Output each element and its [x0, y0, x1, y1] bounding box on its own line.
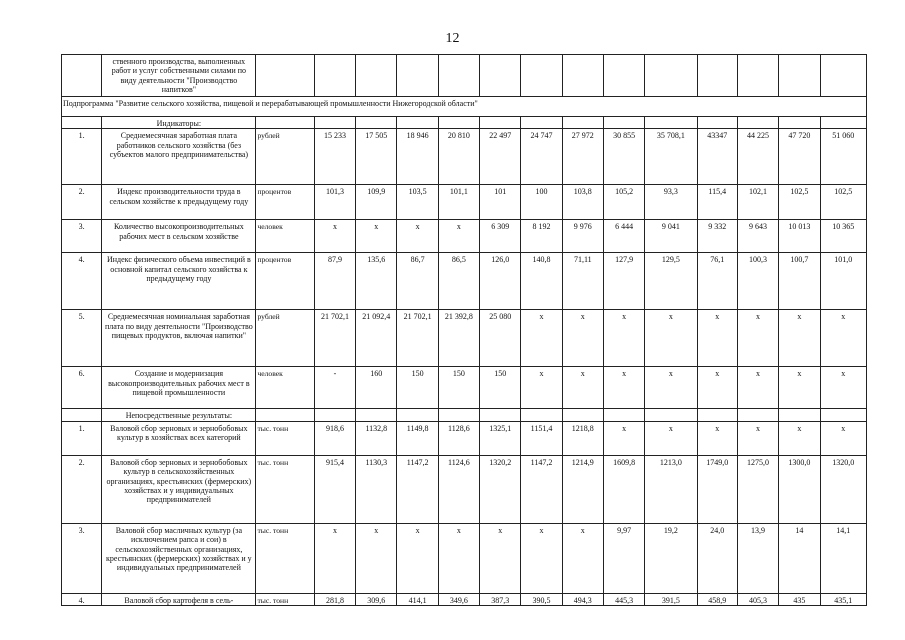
- value-cell: 494,3: [562, 593, 603, 605]
- empty-cell: [737, 409, 778, 421]
- row-name: Среднемесячная заработная плата работников сельского хозяйства (без субъектов малого предпринимательства): [102, 129, 256, 185]
- value-cell: 150: [480, 367, 521, 409]
- value-cell: 76,1: [697, 253, 737, 310]
- value-cell: 349,6: [438, 593, 479, 605]
- value-cell: 1147,2: [397, 455, 438, 523]
- value-cell: х: [820, 421, 867, 455]
- value-cell: х: [603, 421, 644, 455]
- value-cell: 160: [356, 367, 397, 409]
- row-number: 3.: [62, 220, 102, 253]
- value-cell: 1130,3: [356, 455, 397, 523]
- value-cell: 14,1: [820, 523, 867, 593]
- value-cell: х: [521, 523, 562, 593]
- value-cell: 87,9: [314, 253, 355, 310]
- value-cell: х: [397, 523, 438, 593]
- value-cell: х: [397, 220, 438, 253]
- value-cell: 15 233: [314, 129, 355, 185]
- row-number: [62, 55, 102, 97]
- value-cell: 140,8: [521, 253, 562, 310]
- value-cell: 27 972: [562, 129, 603, 185]
- value-cell: 1151,4: [521, 421, 562, 455]
- value-cell: 100: [521, 185, 562, 220]
- value-cell: 44 225: [737, 129, 778, 185]
- value-cell: 9 332: [697, 220, 737, 253]
- value-cell: х: [521, 367, 562, 409]
- value-cell: 22 497: [480, 129, 521, 185]
- value-cell: 24 747: [521, 129, 562, 185]
- indicators-heading: Индикаторы:: [102, 117, 256, 129]
- value-cell: 1749,0: [697, 455, 737, 523]
- table-row: [62, 593, 867, 605]
- value-cell: 387,3: [480, 593, 521, 605]
- value-cell: 102,5: [820, 185, 867, 220]
- value-cell: 19,2: [645, 523, 697, 593]
- value-cell: 1218,8: [562, 421, 603, 455]
- row-unit: тыс. тонн: [256, 455, 314, 523]
- value-cell: 6 309: [480, 220, 521, 253]
- value-cell: 435,1: [820, 593, 867, 605]
- value-cell: 918,6: [314, 421, 355, 455]
- value-cell: 51 060: [820, 129, 867, 185]
- value-cell: 1609,8: [603, 455, 644, 523]
- row-unit: человек: [256, 367, 314, 409]
- row-number: 3.: [62, 523, 102, 593]
- value-cell: х: [737, 367, 778, 409]
- value-cell: х: [645, 310, 697, 367]
- value-cell: 71,11: [562, 253, 603, 310]
- value-cell: х: [562, 310, 603, 367]
- value-cell: 100,7: [779, 253, 820, 310]
- value-cell: х: [779, 421, 820, 455]
- empty-cell: [697, 409, 737, 421]
- value-cell: 35 708,1: [645, 129, 697, 185]
- value-cell: 414,1: [397, 593, 438, 605]
- value-cell: 458,9: [697, 593, 737, 605]
- row-name: Валовой сбор масличных культур (за исключением рапса и сои) в сельскохозяйственных организациях, крестьянских (фермерских) хозяйствах и у индивидуальных предпринимателей: [102, 523, 256, 593]
- value-cell: 101,0: [820, 253, 867, 310]
- value-cell: 109,9: [356, 185, 397, 220]
- value-cell: 1320,2: [480, 455, 521, 523]
- value-cell: 9 041: [645, 220, 697, 253]
- value-cell: 20 810: [438, 129, 479, 185]
- value-cell: х: [562, 367, 603, 409]
- empty-cell: [521, 409, 562, 421]
- row-unit: процентов: [256, 185, 314, 220]
- value-cell: 30 855: [603, 129, 644, 185]
- value-cell: х: [697, 421, 737, 455]
- subprogram-title: Подпрограмма "Развитие сельского хозяйства, пищевой и перерабатывающей промышленности Нижегородской области": [62, 97, 867, 117]
- value-cell: 47 720: [779, 129, 820, 185]
- empty-cell: [603, 409, 644, 421]
- value-cell: 115,4: [697, 185, 737, 220]
- row-name: Валовой сбор зерновых и зернобобовых культур в сельскохозяйственных организациях, крестьянских (фермерских) хозяйствах и у индивидуальных предпринимателей: [102, 455, 256, 523]
- row-name: Индекс физического объема инвестиций в основной капитал сельского хозяйства к предыдущему году: [102, 253, 256, 310]
- value-cell: 1320,0: [820, 455, 867, 523]
- table-row: [62, 220, 867, 253]
- row-number: 2.: [62, 455, 102, 523]
- value-cell: 9 643: [737, 220, 778, 253]
- value-cell: 1214,9: [562, 455, 603, 523]
- value-cell: 86,7: [397, 253, 438, 310]
- row-name: Валовой сбор картофеля в сель-: [102, 593, 256, 605]
- empty-cell: [314, 409, 355, 421]
- value-cell: х: [480, 523, 521, 593]
- table-row: [62, 310, 867, 367]
- value-cell: 390,5: [521, 593, 562, 605]
- value-cell: 405,3: [737, 593, 778, 605]
- value-cell: 1300,0: [779, 455, 820, 523]
- value-cell: х: [521, 310, 562, 367]
- value-cell: 103,8: [562, 185, 603, 220]
- value-cell: 14: [779, 523, 820, 593]
- value-cell: х: [820, 310, 867, 367]
- empty-cell: [645, 409, 697, 421]
- value-cell: 9 976: [562, 220, 603, 253]
- value-cell: 150: [438, 367, 479, 409]
- value-cell: 21 092,4: [356, 310, 397, 367]
- value-cell: х: [645, 367, 697, 409]
- row-number: 5.: [62, 310, 102, 367]
- value-cell: 309,6: [356, 593, 397, 605]
- empty-cell: [397, 409, 438, 421]
- empty-cell: [356, 409, 397, 421]
- value-cell: 1213,0: [645, 455, 697, 523]
- value-cell: х: [438, 523, 479, 593]
- value-cell: х: [697, 310, 737, 367]
- indicators-table: [61, 54, 867, 606]
- value-cell: х: [356, 220, 397, 253]
- subprogram-row: [62, 97, 867, 117]
- value-cell: 25 080: [480, 310, 521, 367]
- row-unit: тыс. тонн: [256, 593, 314, 605]
- value-cell: 86,5: [438, 253, 479, 310]
- row-number: 1.: [62, 421, 102, 455]
- value-cell: 10 365: [820, 220, 867, 253]
- value-cell: 100,3: [737, 253, 778, 310]
- value-cell: х: [737, 421, 778, 455]
- table-row: [62, 523, 867, 593]
- value-cell: 93,3: [645, 185, 697, 220]
- value-cell: 1124,6: [438, 455, 479, 523]
- value-cell: 9,97: [603, 523, 644, 593]
- empty-cell: [62, 409, 102, 421]
- value-cell: 127,9: [603, 253, 644, 310]
- row-unit: человек: [256, 220, 314, 253]
- value-cell: х: [779, 367, 820, 409]
- row-unit: тыс. тонн: [256, 421, 314, 455]
- value-cell: х: [438, 220, 479, 253]
- value-cell: 21 702,1: [314, 310, 355, 367]
- value-cell: 281,8: [314, 593, 355, 605]
- table-row: [62, 129, 867, 185]
- value-cell: 102,1: [737, 185, 778, 220]
- continuation-row: [62, 55, 867, 97]
- empty-cell: [820, 409, 867, 421]
- row-name: Среднемесячная номинальная заработная плата по виду деятельности "Производство пищевых продуктов, включая напитки": [102, 310, 256, 367]
- value-cell: 1325,1: [480, 421, 521, 455]
- row-number: 1.: [62, 129, 102, 185]
- row-number: 2.: [62, 185, 102, 220]
- value-cell: х: [356, 523, 397, 593]
- row-number: 4.: [62, 593, 102, 605]
- value-cell: 6 444: [603, 220, 644, 253]
- page-number: 12: [445, 31, 460, 46]
- value-cell: 18 946: [397, 129, 438, 185]
- value-cell: 101,3: [314, 185, 355, 220]
- empty-cell: [438, 409, 479, 421]
- value-cell: х: [820, 367, 867, 409]
- value-cell: 8 192: [521, 220, 562, 253]
- value-cell: 10 013: [779, 220, 820, 253]
- row-unit: процентов: [256, 253, 314, 310]
- row-name: Создание и модернизация высокопроизводительных рабочих мест в пищевой промышленности: [102, 367, 256, 409]
- value-cell: 101: [480, 185, 521, 220]
- value-cell: 1128,6: [438, 421, 479, 455]
- value-cell: х: [562, 523, 603, 593]
- value-cell: х: [314, 220, 355, 253]
- row-unit: рублей: [256, 310, 314, 367]
- value-cell: -: [314, 367, 355, 409]
- value-cell: 1147,2: [521, 455, 562, 523]
- row-name: Индекс производительности труда в сельском хозяйстве к предыдущему году: [102, 185, 256, 220]
- value-cell: 915,4: [314, 455, 355, 523]
- row-unit: [256, 55, 314, 97]
- value-cell: 1275,0: [737, 455, 778, 523]
- table-row: [62, 455, 867, 523]
- value-cell: 101,1: [438, 185, 479, 220]
- value-cell: 445,3: [603, 593, 644, 605]
- value-cell: 24,0: [697, 523, 737, 593]
- empty-cell: [562, 409, 603, 421]
- value-cell: 150: [397, 367, 438, 409]
- value-cell: 43347: [697, 129, 737, 185]
- value-cell: 21 392,8: [438, 310, 479, 367]
- value-cell: 1149,8: [397, 421, 438, 455]
- value-cell: х: [697, 367, 737, 409]
- row-name: Количество высокопроизводительных рабочих мест в сельском хозяйстве: [102, 220, 256, 253]
- results-heading-row: [62, 409, 867, 421]
- empty-cell: [779, 409, 820, 421]
- value-cell: 126,0: [480, 253, 521, 310]
- value-cell: 103,5: [397, 185, 438, 220]
- value-cell: 102,5: [779, 185, 820, 220]
- row-unit: рублей: [256, 129, 314, 185]
- value-cell: 135,6: [356, 253, 397, 310]
- row-name: Валовой сбор зерновых и зернобобовых культур в хозяйствах всех категорий: [102, 421, 256, 455]
- row-unit: тыс. тонн: [256, 523, 314, 593]
- value-cell: 105,2: [603, 185, 644, 220]
- indicators-heading-row: [62, 117, 867, 129]
- table-row: [62, 367, 867, 409]
- value-cell: 435: [779, 593, 820, 605]
- value-cell: х: [314, 523, 355, 593]
- value-cell: х: [737, 310, 778, 367]
- value-cell: 21 702,1: [397, 310, 438, 367]
- results-heading: Непосредственные результаты:: [102, 409, 256, 421]
- empty-cell: [256, 409, 314, 421]
- value-cell: 129,5: [645, 253, 697, 310]
- row-number: 4.: [62, 253, 102, 310]
- table-row: [62, 253, 867, 310]
- empty-cell: [480, 409, 521, 421]
- row-number: 6.: [62, 367, 102, 409]
- table-row: [62, 185, 867, 220]
- value-cell: х: [779, 310, 820, 367]
- value-cell: 391,5: [645, 593, 697, 605]
- value-cell: х: [603, 367, 644, 409]
- value-cell: х: [603, 310, 644, 367]
- row-name: ственного производства, выполненных работ и услуг собственными силами по виду деятельности "Производство напитков": [102, 55, 256, 97]
- table-row: [62, 421, 867, 455]
- value-cell: х: [645, 421, 697, 455]
- value-cell: 17 505: [356, 129, 397, 185]
- value-cell: 1132,8: [356, 421, 397, 455]
- value-cell: 13,9: [737, 523, 778, 593]
